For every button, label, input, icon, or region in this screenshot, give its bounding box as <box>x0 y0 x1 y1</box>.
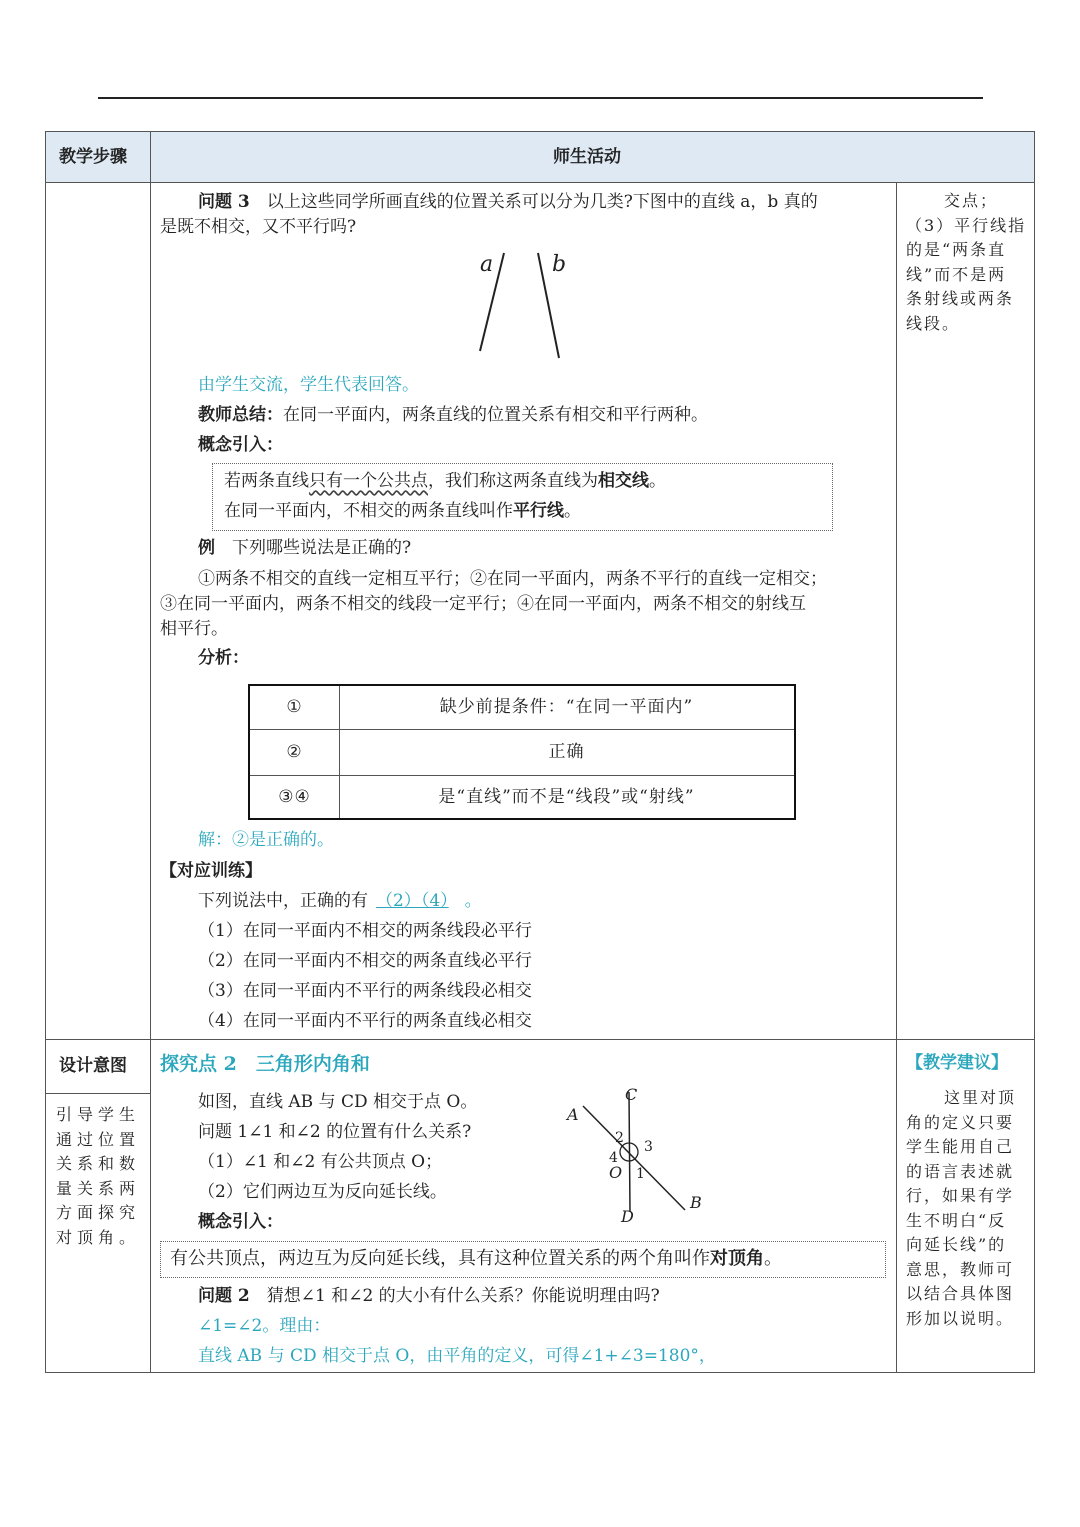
explore-q2 <box>198 1285 660 1307</box>
q3-line1 <box>198 191 818 213</box>
suggestion-line: 角的定义只要 <box>906 1112 1015 1132</box>
suggestion-line: 形加以说明。 <box>906 1308 1015 1328</box>
training-answer: （2）（4） <box>376 891 449 911</box>
design-intent-text <box>56 1103 148 1250</box>
design-intent-label: 设计意图 <box>59 1056 127 1076</box>
side-note-line: 条射线或两条 <box>906 289 1015 308</box>
side-note-line: 线段。 <box>906 313 961 333</box>
teaching-suggestion-label: 【教学建议】 <box>906 1053 1008 1073</box>
analysis-row-divider <box>250 729 794 730</box>
header-activities: 师生活动 <box>553 147 621 167</box>
point-o: O <box>609 1163 623 1182</box>
side-note-1 <box>906 189 1032 336</box>
analysis-num-3: ③④ <box>278 787 311 807</box>
point-b: B <box>690 1193 702 1212</box>
q3-text1: 以上这些同学所画直线的位置关系可以分为几类?下图中的直线 a，b 真的 <box>266 192 818 212</box>
summary-text: 在同一平面内，两条直线的位置关系有相交和平行两种。 <box>283 405 708 425</box>
concept-text: 若两条直线 <box>224 471 309 491</box>
figure-lines-ab <box>460 245 590 365</box>
point-c: C <box>625 1085 638 1104</box>
analysis-text-2: 正确 <box>548 742 585 762</box>
example-label: 例 <box>198 538 215 558</box>
col-divider-left <box>150 131 151 1373</box>
concept-parallel <box>224 500 581 522</box>
analysis-text-3: 是“直线”而不是“线段”或“射线” <box>438 787 695 807</box>
vertical-angle-concept <box>170 1248 782 1270</box>
training-question <box>198 890 482 912</box>
concept-intro-label: 概念引入： <box>198 435 283 455</box>
q3-line2: 是既不相交，又不平行吗? <box>160 217 357 237</box>
line-ab <box>583 1106 685 1210</box>
side-note-line: 的是“两条直 <box>906 240 1007 259</box>
explore-concept-label: 概念引入： <box>198 1212 283 1232</box>
q2-label: 问题 2 <box>198 1286 250 1306</box>
training-option-3: （3）在同一平面内不平行的两条线段必相交 <box>198 981 532 1001</box>
explore-line2: 问题 1∠1 和∠2 的位置有什么关系? <box>198 1122 472 1142</box>
analysis-label: 分析： <box>198 648 249 668</box>
design-line: 对顶角。 <box>56 1227 141 1247</box>
explore-answer-2: 直线 AB 与 CD 相交于点 O，由平角的定义，可得∠1+∠3=180°， <box>198 1346 716 1366</box>
suggestion-line: 学生能用自己 <box>906 1137 1015 1156</box>
suggestion-line: 生不明白“反 <box>906 1210 1007 1230</box>
angle-4-label: 4 <box>609 1150 618 1166</box>
suggestion-line: 行，如果有学 <box>906 1186 1015 1205</box>
suggestion-line: 的语言表述就 <box>906 1161 1015 1181</box>
teacher-summary <box>198 404 708 426</box>
solution-text: 解：②是正确的。 <box>198 830 334 850</box>
example-line2: ③在同一平面内，两条不相交的线段一定平行；④在同一平面内，两条不相交的射线互 <box>160 594 806 614</box>
q2-text: 猜想∠1 和∠2 的大小有什么关系？你能说明理由吗? <box>266 1286 660 1306</box>
label-a: a <box>480 252 494 277</box>
col-divider-right <box>896 183 897 1373</box>
angle-3-label: 3 <box>644 1139 653 1155</box>
example-line1: ①两条不相交的直线一定相互平行；②在同一平面内，两条不平行的直线一定相交； <box>198 569 827 589</box>
explore-answer-1: ∠1=∠2。理由： <box>198 1316 331 1336</box>
side-note-line: 交点； <box>944 191 999 210</box>
example-text: 下列哪些说法是正确的? <box>232 538 412 558</box>
side-note-line: 线”而不是两 <box>906 264 1007 284</box>
top-rule <box>98 97 983 99</box>
explore-title: 探究点 2 三角形内角和 <box>160 1053 370 1075</box>
training-option-1: （1）在同一平面内不相交的两条线段必平行 <box>198 921 532 941</box>
design-line: 引导学生 <box>56 1105 141 1124</box>
term-parallel-lines: 平行线 <box>513 501 564 521</box>
header-steps: 教学步骤 <box>59 147 127 167</box>
concept-text: ，我们称这两条直线为 <box>428 471 598 491</box>
example-question <box>198 537 411 559</box>
angle-1-label: 1 <box>636 1166 645 1182</box>
point-a: A <box>567 1105 579 1124</box>
analysis-num-1: ① <box>286 697 303 717</box>
training-label: 【对应训练】 <box>160 861 262 881</box>
suggestion-line: 这里对顶 <box>944 1088 1017 1107</box>
q3-label: 问题 3 <box>198 192 250 212</box>
discussion-note: 由学生交流，学生代表回答。 <box>198 375 419 395</box>
term-vertical-angles: 对顶角 <box>710 1248 764 1269</box>
suggestion-line: 以结合具体图 <box>906 1284 1015 1303</box>
concept-text: 有公共顶点，两边互为反向延长线，具有这种位置关系的两个角叫作 <box>170 1248 710 1269</box>
summary-label: 教师总结： <box>198 405 283 425</box>
concept-text: 。 <box>764 1248 782 1269</box>
angle-2-label: 2 <box>615 1130 624 1146</box>
design-line: 量关系两 <box>56 1178 141 1198</box>
explore-line3: （1）∠1 和∠2 有公共顶点 O； <box>198 1152 443 1172</box>
training-q-text: 。 <box>464 891 482 911</box>
line-cd <box>629 1092 630 1212</box>
concept-emphasis: 只有一个公共点 <box>309 471 428 491</box>
design-line: 方面探究 <box>56 1203 141 1222</box>
design-line: 通过位置 <box>56 1129 141 1149</box>
concept-text: 在同一平面内，不相交的两条直线叫作 <box>224 501 513 521</box>
explore-line4: （2）它们两边互为反向延长线。 <box>198 1182 447 1202</box>
row-divider <box>45 1039 1035 1040</box>
figure-vertical-angles <box>555 1080 715 1228</box>
term-intersecting-lines: 相交线 <box>598 471 649 491</box>
explore-line1: 如图，直线 AB 与 CD 相交于点 O。 <box>198 1092 478 1112</box>
analysis-row-divider <box>250 775 794 776</box>
analysis-text-1: 缺少前提条件：“在同一平面内” <box>439 697 694 717</box>
suggestion-line: 意思，教师可 <box>906 1259 1015 1279</box>
teaching-suggestion-text <box>906 1086 1032 1331</box>
analysis-num-2: ② <box>286 742 303 762</box>
design-label-divider <box>45 1093 150 1094</box>
suggestion-line: 向延长线”的 <box>906 1235 1007 1254</box>
side-note-line: （3）平行线指 <box>906 215 1027 235</box>
concept-text: 。 <box>649 471 666 491</box>
label-b: b <box>552 252 567 277</box>
point-d: D <box>621 1207 634 1226</box>
training-q-text: 下列说法中，正确的有 <box>198 891 368 911</box>
training-option-2: （2）在同一平面内不相交的两条直线必平行 <box>198 951 532 971</box>
training-option-4: （4）在同一平面内不平行的两条直线必相交 <box>198 1011 532 1031</box>
design-line: 关系和数 <box>56 1154 141 1173</box>
concept-text: 。 <box>564 501 581 521</box>
concept-intersecting <box>224 470 666 492</box>
example-line3: 相平行。 <box>160 619 228 639</box>
